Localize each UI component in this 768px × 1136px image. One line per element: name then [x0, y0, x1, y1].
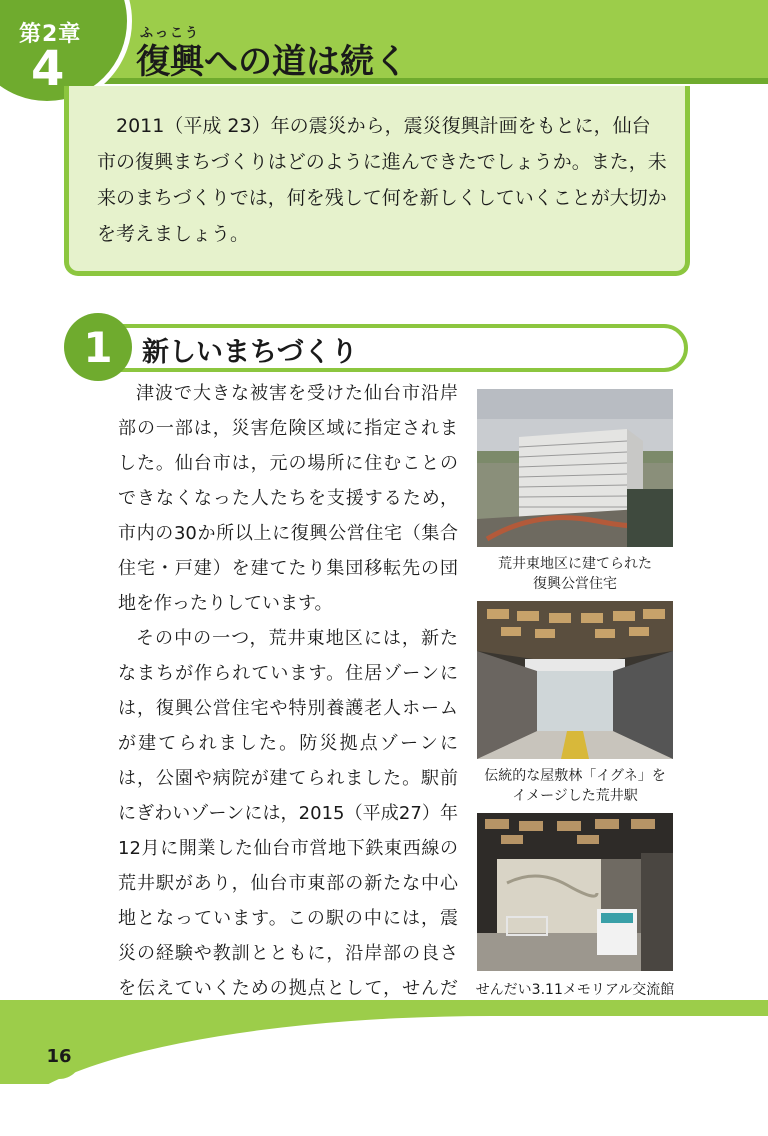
body-text	[118, 376, 458, 1076]
intro-text: 2011（平成 23）年の震災から，震災復興計画をもとに，仙台市の復興まちづくりはどのように進んできたでしょうか。また，未来のまちづくりでは，何を残して何を新しくしていくことが大切かを考えましょう。	[97, 115, 667, 245]
caption-photo-3	[468, 980, 682, 1000]
photo-arai-station	[477, 601, 673, 759]
photo-memorial-hall	[477, 813, 673, 971]
intro-box	[64, 86, 690, 276]
caption-photo-1	[468, 554, 682, 594]
section-number: 1	[64, 313, 132, 381]
caption-photo-2-line2: イメージした荒井駅	[512, 788, 638, 804]
chapter-number: 4	[31, 41, 65, 97]
page-number: 16	[36, 1033, 82, 1079]
caption-photo-2-line1: 伝統的な屋敷林「イグネ」を	[484, 768, 666, 784]
caption-photo-1-line2: 復興公営住宅	[533, 576, 617, 592]
body-paragraph-1: 津波で大きな被害を受けた仙台市沿岸部の一部は，災害危険区域に指定されました。仙台市は，元の場所に住むことのできなくなった人たちを支援するため，市内の30か所以上に復興公営住宅（集合住宅・戸建）を建てたり集団移転先の団地を作ったりしています。	[118, 383, 458, 614]
photo-public-housing	[477, 389, 673, 547]
caption-photo-1-line1: 荒井東地区に建てられた	[498, 556, 652, 572]
caption-photo-2	[468, 766, 682, 806]
page-title: 復興への道は続く	[136, 42, 408, 82]
body-paragraph-2: その中の一つ，荒井東地区には，新たなまちが作られています。住居ゾーンには，復興公営住宅や特別養護老人ホームが建てられました。防災拠点ゾーンには，公園や病院が建てられました。駅前にぎわいゾーンには，2015（平成27）年12月に開業した仙台市営地下鉄東西線の荒井駅があり，仙台市東部の新たな中心地となっています。この駅の中には，震災の経験や教訓とともに，沿岸部の良さを伝えていくための拠点として，せんだ	[118, 628, 458, 999]
caption-photo-3-line1: せんだい3.11メモリアル交流館	[475, 982, 675, 998]
title-ruby: ふっこう	[140, 26, 201, 41]
section-title: 新しいまちづくり	[142, 337, 358, 368]
chapter-label: 第2章	[19, 22, 82, 47]
